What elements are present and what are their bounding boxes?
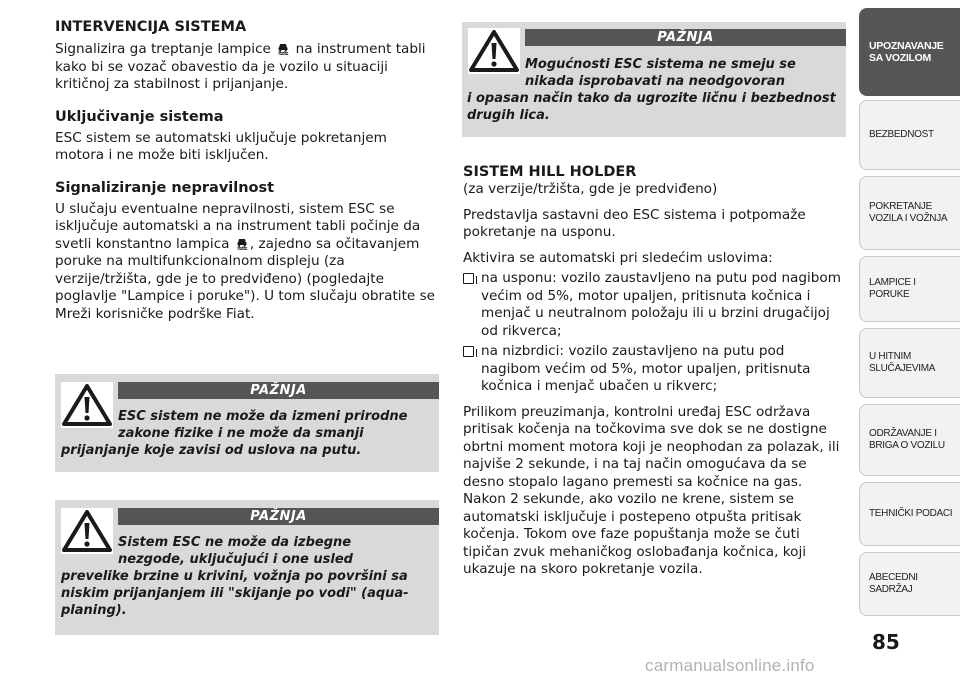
warning-box-2 [55, 500, 439, 635]
watermark: carmanualsonline.info [645, 656, 815, 675]
warning-line-1: ESC sistem ne može da izmeni prirodne [118, 409, 408, 424]
warning-line-3: prevelike brzine u krivini, vožnja po površini sa niskim prijanjanjem ili "skijanje po vodi" (aqua-planing). [61, 569, 409, 618]
left-column [55, 18, 440, 323]
hill-holder-conditions: Aktivira se automatski pri sledećim uslovima: [463, 249, 773, 266]
hill-holder-intro: Predstavlja sastavni deo ESC sistema i potpomaže pokretanje na usponu. [463, 206, 806, 240]
warning-triangle-icon [61, 508, 113, 554]
intervencija-text: Signalizira ga treptanje lampice na instrument tabli kako bi se vozač obavestio da je vozilo u situaciji kritičnoj za stabilnost i prijanjanje. [55, 41, 426, 92]
warning-triangle-icon [61, 382, 113, 428]
tab-odrzavanje[interactable]: ODRŽAVANJE I BRIGA O VOZILU [859, 404, 960, 476]
checkbox-bullet-icon [463, 273, 474, 284]
warning-line-2: nezgode, uključujući i one usled [118, 552, 353, 567]
tab-abecedni[interactable]: ABECEDNI SADRŽAJ [859, 552, 960, 616]
warning-line-2: zakone fizike i ne može da smanji [118, 426, 364, 441]
chapter-sidebar [859, 0, 960, 620]
warning-triangle-icon [468, 28, 520, 74]
list-item: na nizbrdici: vozilo zaustavljeno na putu pod nagibom većim od 5%, motor upaljen, pritisnuta kočnica i menjač ubačen u rikverc; [463, 343, 848, 396]
list-item: na usponu: vozilo zaustavljeno na putu pod nagibom većim od 5%, motor upaljen, pritisnuta kočnica i menjač u neutralnom položaju ili u brzini drugačijoj od rikverca; [463, 270, 848, 340]
ukljucivanje-text: ESC sistem se automatski uključuje pokretanjem motora i ne može biti isključen. [55, 129, 387, 163]
warning-label: PAŽNJA [118, 382, 439, 399]
tab-tehnicki[interactable]: TEHNIČKI PODACI [859, 482, 960, 546]
section-title-intervencija: INTERVENCIJA SISTEMA [55, 19, 247, 35]
signaliziranje-text: U slučaju eventualne nepravilnosti, sistem ESC se isključuje automatski a na instrument tabli počinje da svetli konstantno lampica , zajedno sa očitavanjem poruke na multifunkcionalnom displeju (za verzije/tržišta, gde je to predviđeno) (pogledajte poglavlje "Lampice i poruke"). U tom slučaju obratite se Mreži korisničke podrške Fiat. [55, 200, 436, 322]
tab-hitni[interactable]: U HITNIM SLUČAJEVIMA [859, 328, 960, 398]
page-number: 85 [872, 630, 900, 654]
section-title-ukljucivanje: Uključivanje sistema [55, 108, 224, 125]
section-title-signaliziranje: Signaliziranje nepravilnost [55, 179, 275, 196]
warning-label: PAŽNJA [118, 508, 439, 525]
warning-box-3 [462, 22, 846, 137]
esc-skid-icon [236, 237, 248, 250]
tab-upoznavanje[interactable]: UPOZNAVANJE SA VOZILOM [859, 8, 960, 96]
warning-line-3: prijanjanje koje zavisi od uslova na putu. [61, 443, 362, 458]
warning-line-2: nikada isprobavati na neodgovoran [525, 74, 786, 89]
hill-holder-closing: Prilikom preuzimanja, kontrolni uređaj ESC održava pritisak kočenja na točkovima sve dok se ne dostigne obrtni moment motora koji je neophodan za polazak, ili najviše 2 sekunde, i na taj način omogućava da se desno stopalo lagano premesti sa kočnice na gas. Nakon 2 sekunde, ako vozilo ne krene, sistem se automatski isključuje i postepeno otpušta pritisak kočenja. Tokom ove faze popuštanja može se čuti tipičan zvuk mehaničkog oslobađanja kočnica, koji ukazuje na skoro pokretanje vozila. [463, 403, 840, 577]
warning-line-1: Mogućnosti ESC sistema ne smeju se [525, 57, 796, 72]
conditions-list [463, 270, 848, 396]
tab-bezbednost[interactable]: BEZBEDNOST [859, 100, 960, 170]
tab-lampice[interactable]: LAMPICE I PORUKE [859, 256, 960, 322]
hill-holder-section [463, 163, 848, 579]
warning-box-1 [55, 374, 439, 472]
warning-label: PAŽNJA [525, 29, 846, 46]
hill-holder-title: SISTEM HILL HOLDER [463, 164, 637, 180]
tab-pokretanje[interactable]: POKRETANJE VOZILA I VOŽNJA [859, 176, 960, 250]
hill-holder-subtitle: (za verzije/tržišta, gde je predviđeno) [463, 181, 718, 197]
checkbox-bullet-icon [463, 346, 474, 357]
warning-line-1: Sistem ESC ne može da izbegne [118, 535, 352, 550]
esc-skid-icon [277, 42, 289, 55]
warning-line-3: i opasan način tako da ugrozite ličnu i bezbednost drugih lica. [467, 91, 836, 123]
